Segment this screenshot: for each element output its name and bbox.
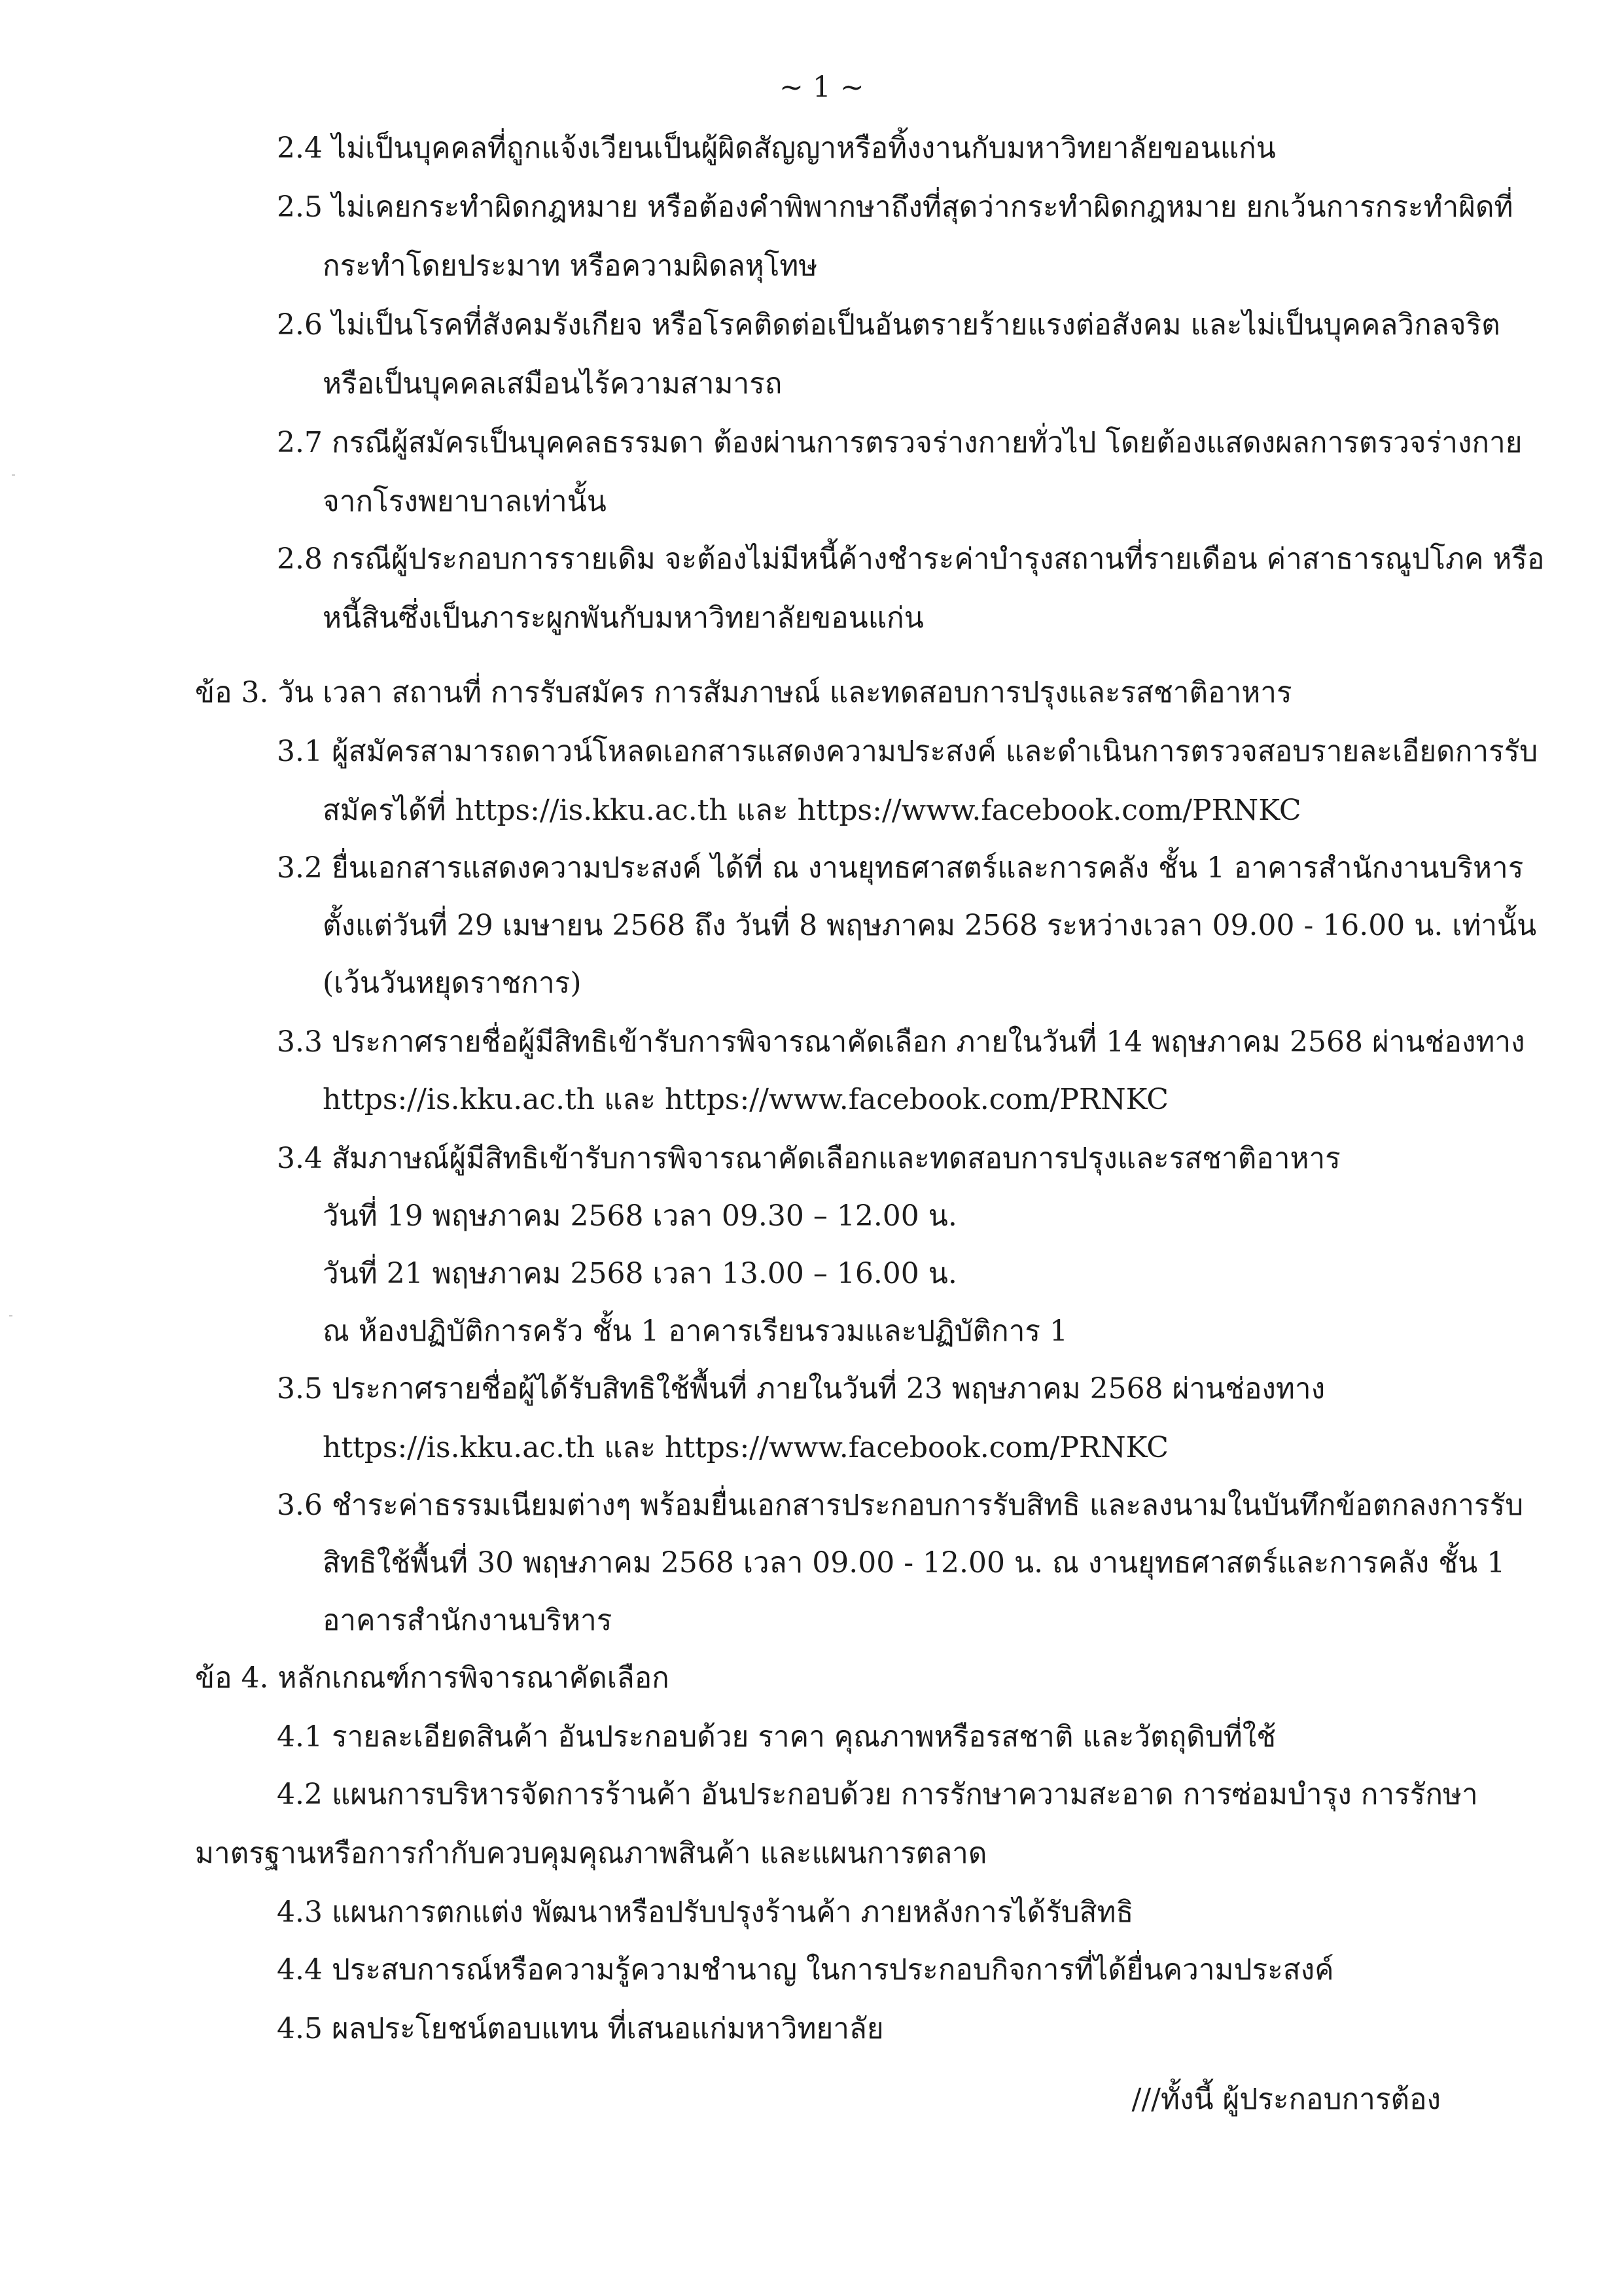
item-3-1-cont: สมัครได้ที่ https://is.kku.ac.th และ https://www.facebook.com/PRNKC [323, 794, 1301, 827]
scan-mark [12, 474, 15, 476]
item-4-1: 4.1 รายละเอียดสินค้า อันประกอบด้วย ราคา คุณภาพหรือรสชาติ และวัตถุดิบที่ใช้ [277, 1720, 1277, 1754]
continuation-note: ///ทั้งนี้ ผู้ประกอบการต้อง [1131, 2083, 1441, 2116]
item-2-5: 2.5 ไม่เคยกระทำผิดกฎหมาย หรือต้องคำพิพากษาถึงที่สุดว่ากระทำผิดกฎหมาย ยกเว้นการกระทำผิดที่ [277, 190, 1513, 224]
item-4-4: 4.4 ประสบการณ์หรือความรู้ความชำนาญ ในการประกอบกิจการที่ได้ยื่นความประสงค์ [277, 1953, 1334, 1987]
item-3-2: 3.2 ยื่นเอกสารแสดงความประสงค์ ได้ที่ ณ งานยุทธศาสตร์และการคลัง ชั้น 1 อาคารสำนักงานบริหาร [277, 851, 1524, 885]
item-2-6-cont: หรือเป็นบุคคลเสมือนไร้ความสามารถ [323, 367, 783, 400]
item-2-5-cont: กระทำโดยประมาท หรือความผิดลหุโทษ [323, 249, 818, 283]
item-3-4-date2: วันที่ 21 พฤษภาคม 2568 เวลา 13.00 – 16.00 น. [323, 1257, 957, 1290]
item-2-8: 2.8 กรณีผู้ประกอบการรายเดิม จะต้องไม่มีหนี้ค้างชำระค่าบำรุงสถานที่รายเดือน ค่าสาธารณูปโภค หรือ [277, 542, 1545, 576]
item-4-5: 4.5 ผลประโยชน์ตอบแทน ที่เสนอแก่มหาวิทยาลัย [277, 2012, 884, 2045]
item-3-4-date1: วันที่ 19 พฤษภาคม 2568 เวลา 09.30 – 12.00 น. [323, 1199, 957, 1233]
item-4-2-cont: มาตรฐานหรือการกำกับควบคุมคุณภาพสินค้า และแผนการตลาด [195, 1837, 987, 1870]
section-4-heading: ข้อ 4. หลักเกณฑ์การพิจารณาคัดเลือก [195, 1661, 669, 1695]
item-3-2-cont: ตั้งแต่วันที่ 29 เมษายน 2568 ถึง วันที่ 8 พฤษภาคม 2568 ระหว่างเวลา 09.00 - 16.00 น. เท่านั้น [323, 909, 1537, 942]
item-3-2-cont2: (เว้นวันหยุดราชการ) [323, 966, 582, 1000]
scan-mark [9, 1315, 12, 1316]
section-3-heading: ข้อ 3. วัน เวลา สถานที่ การรับสมัคร การสัมภาษณ์ และทดสอบการปรุงและรสชาติอาหาร [195, 676, 1292, 709]
item-2-6: 2.6 ไม่เป็นโรคที่สังคมรังเกียจ หรือโรคติดต่อเป็นอันตรายร้ายแรงต่อสังคม และไม่เป็นบุคคลวิกลจริต [277, 308, 1500, 342]
item-3-5: 3.5 ประกาศรายชื่อผู้ได้รับสิทธิใช้พื้นที่ ภายในวันที่ 23 พฤษภาคม 2568 ผ่านช่องทาง [277, 1372, 1326, 1405]
item-2-4: 2.4 ไม่เป็นบุคคลที่ถูกแจ้งเวียนเป็นผู้ผิดสัญญาหรือทิ้งงานกับมหาวิทยาลัยขอนแก่น [277, 132, 1276, 165]
item-4-2: 4.2 แผนการบริหารจัดการร้านค้า อันประกอบด้วย การรักษาความสะอาด การซ่อมบำรุง การรักษา [277, 1778, 1478, 1811]
item-3-5-cont: https://is.kku.ac.th และ https://www.facebook.com/PRNKC [323, 1431, 1169, 1464]
item-2-7: 2.7 กรณีผู้สมัครเป็นบุคคลธรรมดา ต้องผ่านการตรวจร่างกายทั่วไป โดยต้องแสดงผลการตรวจร่างกาย [277, 426, 1523, 459]
item-2-7-cont: จากโรงพยาบาลเท่านั้น [323, 485, 607, 518]
item-2-8-cont: หนี้สินซึ่งเป็นภาระผูกพันกับมหาวิทยาลัยขอนแก่น [323, 601, 924, 635]
item-3-6-cont: สิทธิใช้พื้นที่ 30 พฤษภาคม 2568 เวลา 09.00 - 12.00 น. ณ งานยุทธศาสตร์และการคลัง ชั้น 1 [323, 1546, 1506, 1580]
item-3-3-cont: https://is.kku.ac.th และ https://www.facebook.com/PRNKC [323, 1083, 1169, 1116]
item-4-3: 4.3 แผนการตกแต่ง พัฒนาหรือปรับปรุงร้านค้า ภายหลังการได้รับสิทธิ [277, 1896, 1134, 1929]
item-3-6: 3.6 ชำระค่าธรรมเนียมต่างๆ พร้อมยื่นเอกสารประกอบการรับสิทธิ และลงนามในบันทึกข้อตกลงการรับ [277, 1489, 1524, 1522]
item-3-1: 3.1 ผู้สมัครสามารถดาวน์โหลดเอกสารแสดงความประสงค์ และดำเนินการตรวจสอบรายละเอียดการรับ [277, 735, 1538, 768]
item-3-4: 3.4 สัมภาษณ์ผู้มีสิทธิเข้ารับการพิจารณาคัดเลือกและทดสอบการปรุงและรสชาติอาหาร [277, 1142, 1341, 1175]
item-3-4-venue: ณ ห้องปฏิบัติการครัว ชั้น 1 อาคารเรียนรวมและปฏิบัติการ 1 [323, 1315, 1068, 1348]
item-3-6-cont2: อาคารสำนักงานบริหาร [323, 1604, 612, 1637]
page-number: ~ 1 ~ [779, 71, 864, 104]
item-3-3: 3.3 ประกาศรายชื่อผู้มีสิทธิเข้ารับการพิจารณาคัดเลือก ภายในวันที่ 14 พฤษภาคม 2568 ผ่านช่องทาง [277, 1025, 1525, 1059]
